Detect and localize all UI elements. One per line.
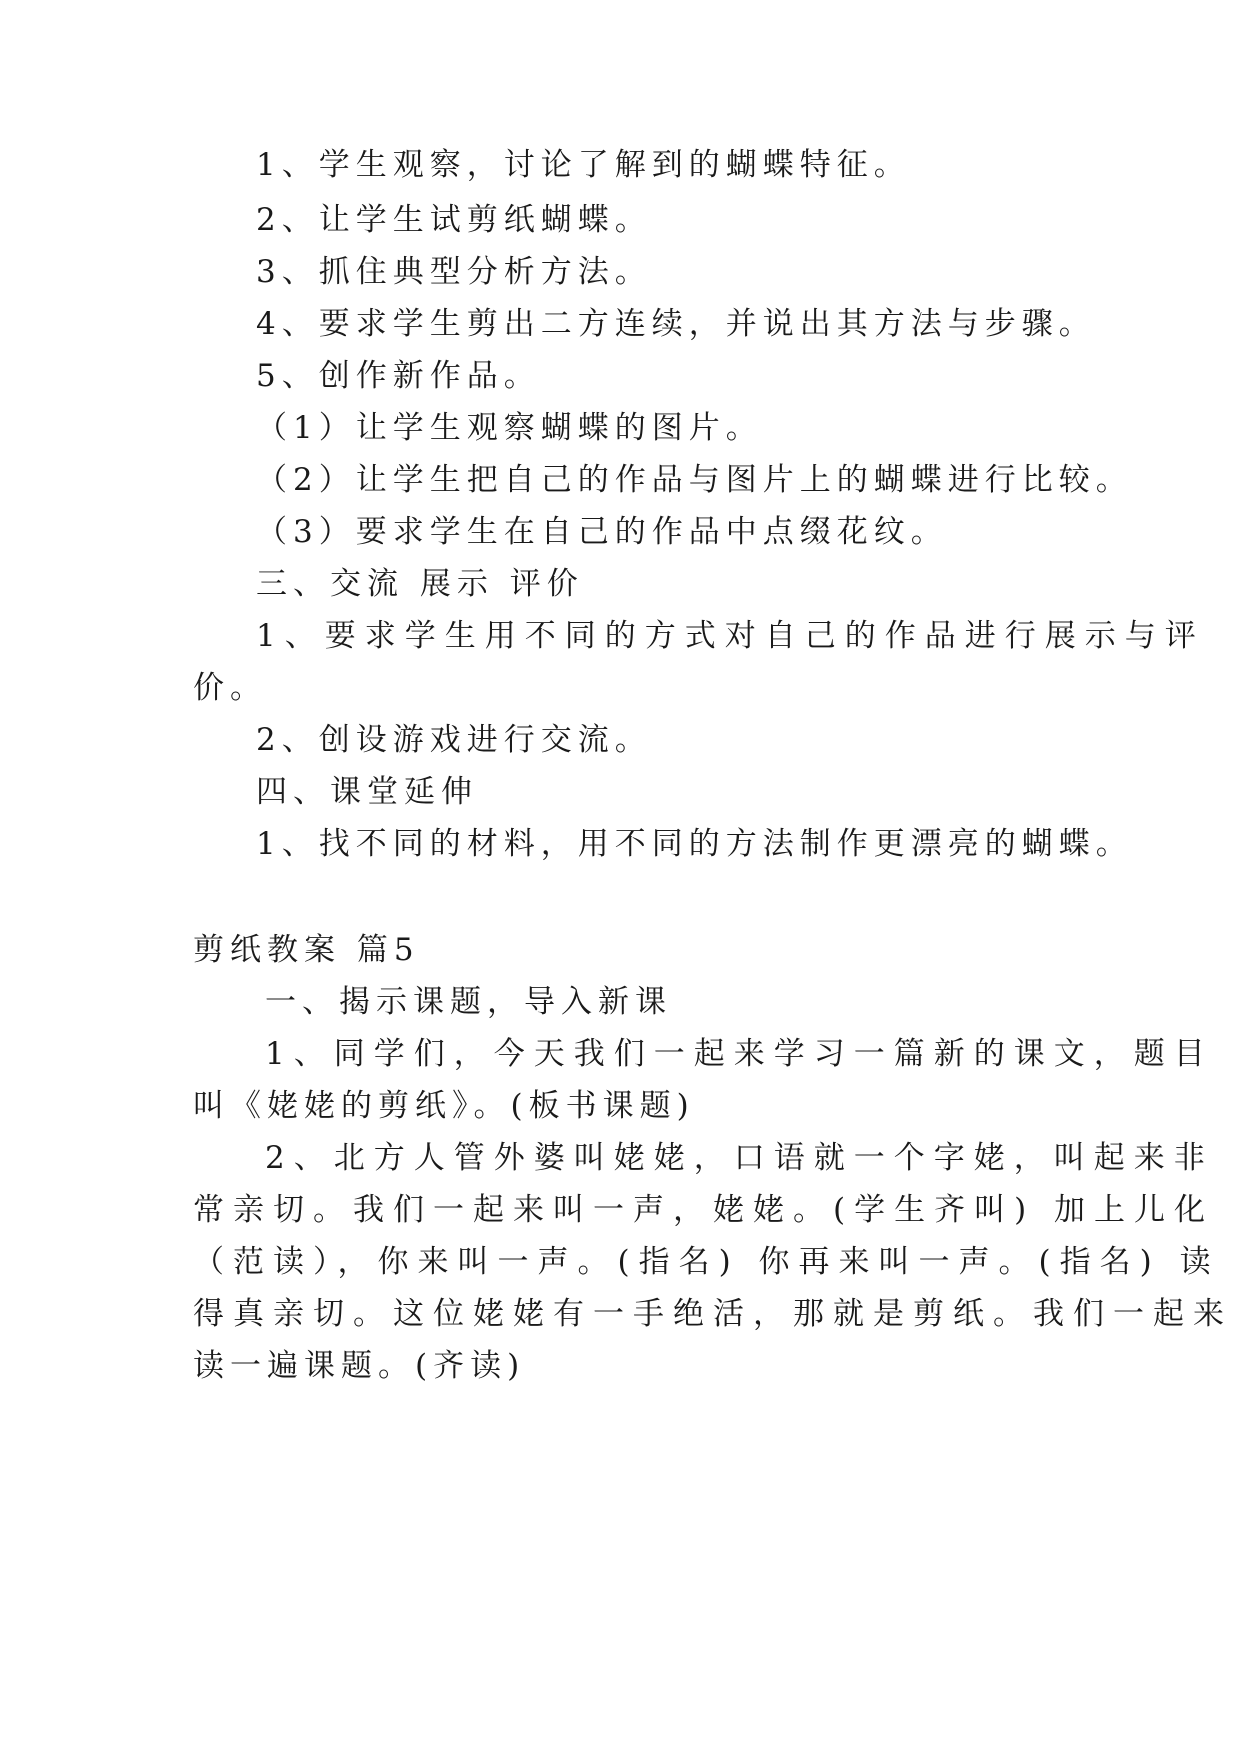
substep-2: （2）让学生把自己的作品与图片上的蝴蝶进行比较。 — [256, 462, 1133, 498]
substep-3: （3）要求学生在自己的作品中点缀花纹。 — [256, 514, 948, 550]
paragraph1-line2: 叫《姥姥的剪纸》。(板书课题) — [193, 1088, 695, 1124]
part3-item2: 2、创设游戏进行交流。 — [256, 722, 652, 758]
section5-heading: 一、揭示课题，导入新课 — [265, 984, 672, 1020]
part4-heading: 四、课堂延伸 — [256, 774, 478, 810]
part3-item1-line2: 价。 — [193, 670, 267, 706]
paragraph2-line4: 得真亲切。这位姥姥有一手绝活，那就是剪纸。我们一起来 — [193, 1296, 1233, 1332]
section-title: 剪纸教案 篇5 — [193, 932, 420, 968]
part3-item1-line1: 1、要求学生用不同的方式对自己的作品进行展示与评 — [256, 618, 1205, 654]
step-5: 5、创作新作品。 — [256, 358, 541, 394]
substep-1: （1）让学生观察蝴蝶的图片。 — [256, 410, 763, 446]
step-1: 1、学生观察，讨论了解到的蝴蝶特征。 — [256, 147, 911, 183]
paragraph2-line3: （范读），你来叫一声。(指名) 你再来叫一声。(指名) 读 — [193, 1244, 1220, 1280]
part4-item1: 1、找不同的材料，用不同的方法制作更漂亮的蝴蝶。 — [256, 826, 1133, 862]
paragraph1-line1: 1、同学们，今天我们一起来学习一篇新的课文，题目 — [265, 1036, 1214, 1072]
paragraph2-line2: 常亲切。我们一起来叫一声，姥姥。(学生齐叫) 加上儿化 — [193, 1192, 1215, 1228]
step-2: 2、让学生试剪纸蝴蝶。 — [256, 202, 652, 238]
part3-heading: 三、交流 展示 评价 — [256, 566, 584, 602]
paragraph2-line5: 读一遍课题。(齐读) — [193, 1348, 526, 1384]
step-4: 4、要求学生剪出二方连续，并说出其方法与步骤。 — [256, 306, 1096, 342]
step-3: 3、抓住典型分析方法。 — [256, 254, 652, 290]
paragraph2-line1: 2、北方人管外婆叫姥姥，口语就一个字姥，叫起来非 — [265, 1140, 1214, 1176]
